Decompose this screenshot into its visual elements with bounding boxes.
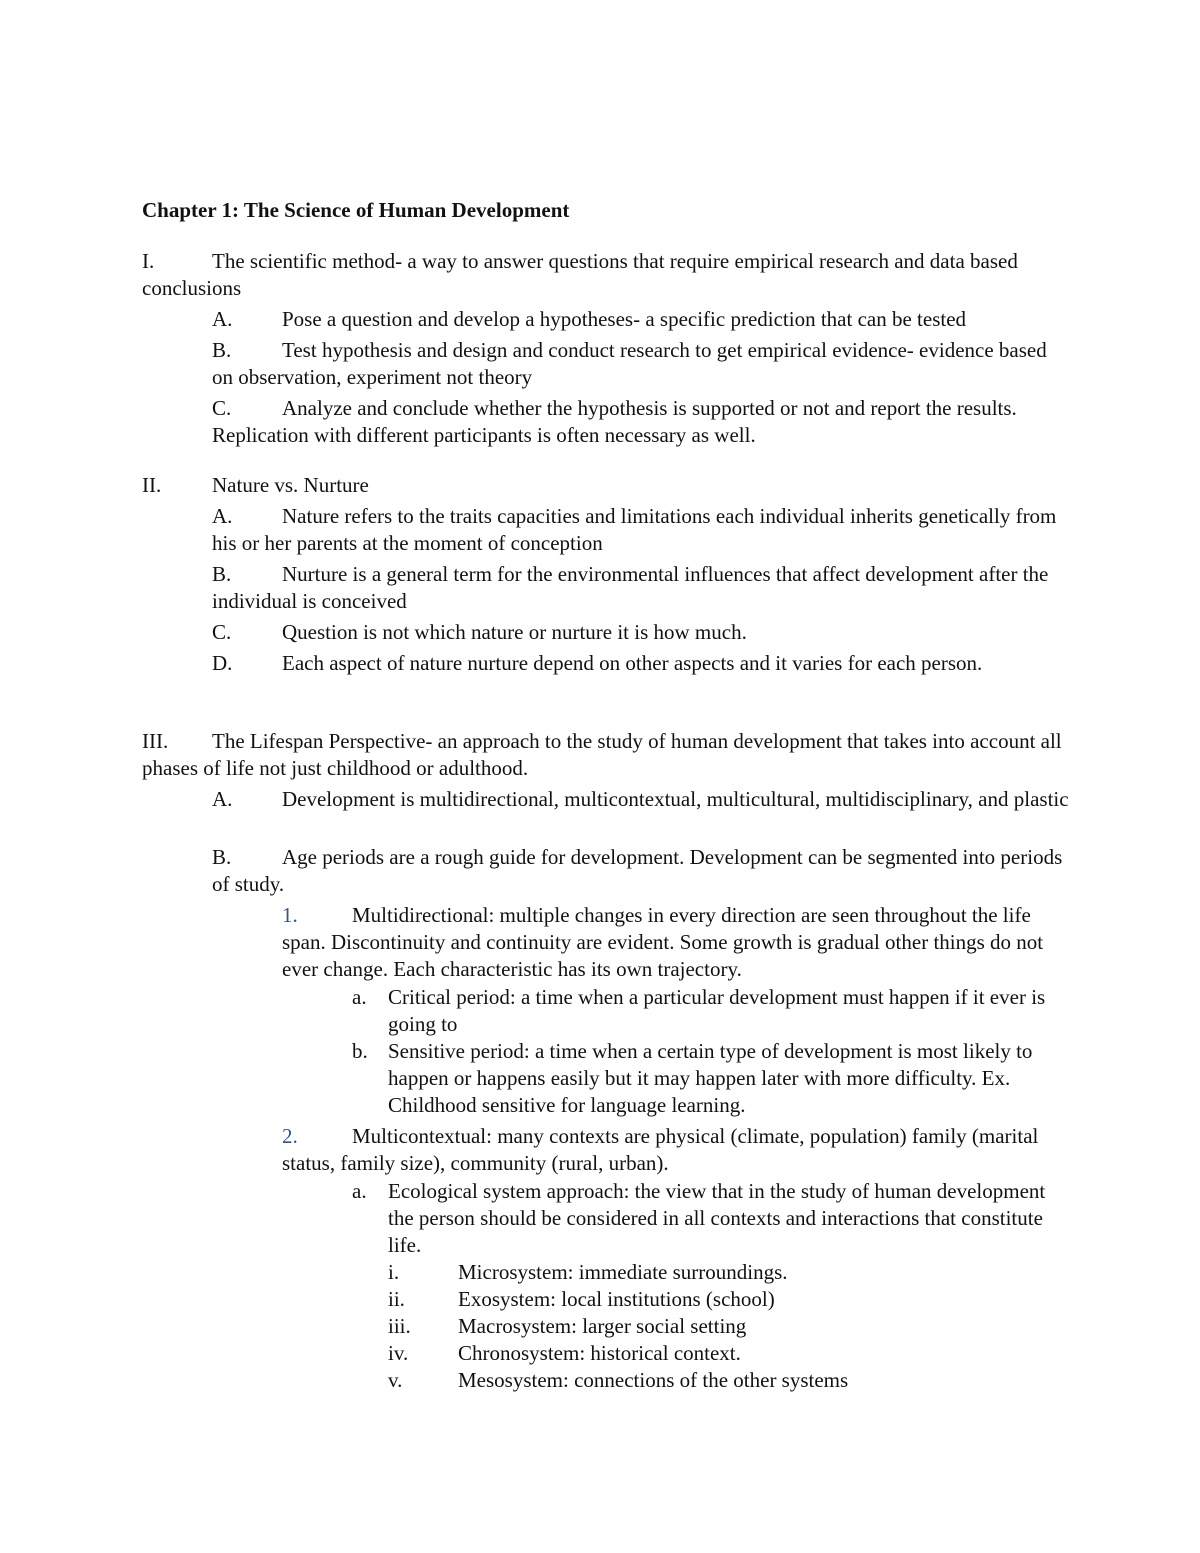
outline-item-lower-letter [352,984,1072,1038]
item-label: ii. [388,1287,405,1311]
chapter-title: Chapter 1: The Science of Human Development [142,198,570,222]
item-label: A. [212,504,233,528]
outline-item-lower-roman [388,1259,1088,1286]
item-text: Test hypothesis and design and conduct research to get empirical evidence- evidence based on observation, experiment not theory [212,338,1047,389]
outline-item-lower-roman [388,1286,1088,1313]
item-label: i. [388,1260,400,1284]
item-text: Multicontextual: many contexts are physical (climate, population) family (marital status, family size), community (rural, urban). [282,1124,1039,1175]
item-text: Chronosystem: historical context. [458,1341,741,1365]
item-label: I. [142,249,155,273]
item-label: C. [212,396,232,420]
outline-item-lower-roman [388,1367,1088,1394]
item-label: b. [352,1039,368,1063]
item-label: a. [352,985,367,1009]
item-label: A. [212,787,233,811]
item-text: Nature vs. Nurture [212,473,369,497]
outline-item-lower-letter [352,1038,1072,1119]
item-label: D. [212,651,233,675]
item-text: Ecological system approach: the view that in the study of human development the person should be considered in all contexts and interactions that constitute life. [388,1179,1046,1257]
outline-item-letter [212,561,1072,615]
item-label: C. [212,620,232,644]
outline-item-roman [142,472,1072,499]
outline-item-letter [212,786,1072,813]
outline-item-number [282,1123,1072,1177]
item-label: 1. [282,903,298,927]
outline-item-letter [212,844,1072,898]
outline-item-letter [212,503,1072,557]
outline-item-letter [212,619,1072,646]
item-text: Multidirectional: multiple changes in every direction are seen throughout the life span. Discontinuity and continuity are evident. Some growth is gradual other things do not ever change. Each characteristic has its own trajectory. [282,903,1044,981]
item-text: Microsystem: immediate surroundings. [458,1260,788,1284]
item-label: B. [212,845,232,869]
item-text: Critical period: a time when a particular development must happen if it ever is going to [388,985,1046,1036]
outline-item-letter [212,337,1072,391]
outline-item-letter [212,395,1072,449]
outline-item-lower-roman [388,1340,1088,1367]
item-text: Macrosystem: larger social setting [458,1314,747,1338]
item-label: B. [212,338,232,362]
item-text: The Lifespan Perspective- an approach to the study of human development that takes into account all phases of life not just childhood or adulthood. [142,729,1062,780]
item-text: Development is multidirectional, multicontextual, multicultural, multidisciplinary, and plastic [282,787,1069,811]
item-text: Pose a question and develop a hypotheses- a specific prediction that can be tested [282,307,967,331]
item-label: v. [388,1368,403,1392]
item-text: Age periods are a rough guide for development. Development can be segmented into periods of study. [212,845,1063,896]
outline-item-lower-roman [388,1313,1088,1340]
item-text: Each aspect of nature nurture depend on other aspects and it varies for each person. [282,651,983,675]
item-text: Nature refers to the traits capacities and limitations each individual inherits genetically from his or her parents at the moment of conception [212,504,1057,555]
item-text: Analyze and conclude whether the hypothesis is supported or not and report the results. Replication with different participants is often necessary as well. [212,396,1017,447]
item-text: Sensitive period: a time when a certain type of development is most likely to happen or happens easily but it may happen later with more difficulty. Ex. Childhood sensitive for language learning. [388,1039,1033,1117]
outline-item-lower-letter [352,1178,1072,1259]
item-label: a. [352,1179,367,1203]
outline-item-number [282,902,1072,983]
outline-item-roman [142,248,1072,302]
item-label: A. [212,307,233,331]
item-label: iv. [388,1341,409,1365]
item-label: B. [212,562,232,586]
item-label: III. [142,729,169,753]
item-text: The scientific method- a way to answer questions that require empirical research and data based conclusions [142,249,1018,300]
item-text: Mesosystem: connections of the other systems [458,1368,849,1392]
item-label: II. [142,473,162,497]
item-label: iii. [388,1314,411,1338]
item-text: Question is not which nature or nurture it is how much. [282,620,747,644]
item-text: Exosystem: local institutions (school) [458,1287,775,1311]
outline-item-letter [212,650,1072,677]
outline-item-roman [142,728,1072,782]
item-label: 2. [282,1124,298,1148]
outline-item-letter [212,306,1072,333]
item-text: Nurture is a general term for the environmental influences that affect development after the individual is conceived [212,562,1049,613]
